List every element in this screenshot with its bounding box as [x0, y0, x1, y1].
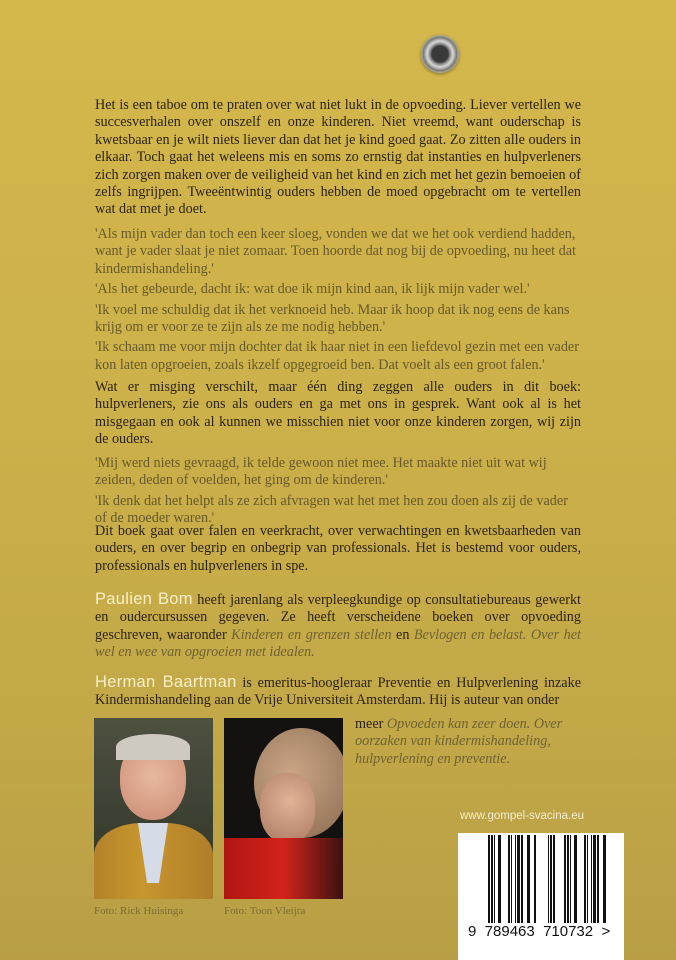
closing-paragraph [95, 523, 581, 575]
scarf-shape [224, 838, 343, 899]
barcode-bar [521, 835, 523, 923]
isbn-barcode [458, 833, 624, 960]
bio-text: meer [355, 716, 387, 732]
quote: 'Ik voel me schuldig dat ik het verknoeid heb. Maar ik hoop dat ik nog eens de kans krijg om er voor ze te zijn als ze me nodig hebben.' [95, 301, 570, 336]
author-bio-herman [95, 674, 581, 710]
barcode-bar [511, 835, 512, 923]
barcode-bar [517, 835, 520, 923]
hair-shape [116, 734, 190, 760]
barcode-bar [494, 835, 495, 923]
book-title: Kinderen en grenzen stellen [231, 626, 392, 643]
face-shape [260, 773, 315, 843]
barcode-bar [534, 835, 536, 923]
book-title: Opvoeden kan zeer doen. Over oorzaken van kindermishandeling, hulpverlening en preventie. [355, 716, 563, 767]
barcode-bar [567, 835, 569, 923]
barcode-bar [574, 835, 577, 923]
barcode-bar [488, 835, 490, 923]
barcode-bar [564, 835, 566, 923]
quote: 'Als het gebeurde, dacht ik: wat doe ik mijn kind aan, ik lijk mijn vader wel.' [95, 281, 530, 298]
barcode-bars [480, 835, 612, 925]
author-bio-paulien [95, 591, 581, 662]
photo-credit: Foto: Rick Huisinga [94, 905, 184, 917]
closing-text: Dit boek gaat over falen en veerkracht, over verwachtingen en kwetsbaarheden van ouders, en over begrip en onbegrip van professionals. Het is bestemd voor ouders, professionals en hulpverleners in spe. [95, 523, 581, 574]
author-name: Herman Baartman [95, 673, 237, 691]
barcode-bar [587, 835, 588, 923]
quotes-block-1 [95, 226, 581, 377]
intro-text: Het is een taboe om te praten over wat niet lukt in de opvoeding. Liever vertellen we succesverhalen over onszelf en onze kinderen. Niet vreemd, want ouderschap is kwetsbaar en je wilt niets liever dan dat het je kind goed gaat. Zo zitten alle ouders in elkaar. Toch gaat het weleens mis en soms zo ernstig dat instanties en hulpverleners zich zorgen maken over de veiligheid van het kind en zich met het gezin bemoeien of zelfs ingrijpen. Tweeëntwintig ouders hebben de moed opgebracht om te vertellen wat dat met je doet. [95, 97, 581, 218]
author-photo-paulien [224, 718, 343, 899]
quote: 'Ik schaam me voor mijn dochter dat ik haar niet in een liefdevol gezin met een vader kon laten opgroeien, zoals ikzelf opgegroeid ben. Dat voelt als een groot falen.' [95, 339, 579, 373]
bio-text: is emeritus-hoogleraar Preventie en Hulpverlening inzake Kindermishandeling aan de Vrije Universiteit Amsterdam. Hij is auteur van onder [95, 675, 581, 709]
author-bio-herman-cont [355, 716, 581, 768]
barcode-bar [597, 835, 599, 923]
middle-paragraph [95, 379, 581, 449]
quotes-block-2 [95, 455, 581, 531]
barcode-bar [550, 835, 552, 923]
publisher-url: www.gompel-svacina.eu [460, 810, 585, 822]
barcode-bar [593, 835, 596, 923]
door-peephole-graphic [421, 35, 459, 73]
quote: 'Mij werd niets gevraagd, ik telde gewoon niet mee. Het maakte niet uit wat wij zeiden, deden of voelden, het ging om de kinderen.' [95, 455, 547, 489]
author-name: Paulien Bom [95, 590, 193, 608]
quote: 'Ik denk dat het helpt als ze zich afvragen wat het met hen zou doen als zij de vader of de moeder waren.' [95, 492, 568, 527]
photo-credit: Foto: Toon Vleijra [224, 905, 306, 917]
barcode-bar [508, 835, 510, 923]
barcode-bar [548, 835, 549, 923]
barcode-bar [527, 835, 530, 923]
barcode-bar [498, 835, 501, 923]
barcode-bar [515, 835, 516, 923]
barcode-bar [591, 835, 592, 923]
barcode-bar [570, 835, 571, 923]
barcode-bar [491, 835, 493, 923]
barcode-bar [603, 835, 606, 923]
quote: 'Als mijn vader dan toch een keer sloeg, vonden we dat we het ook verdiend hadden, want je vader slaat je niet zomaar. Toen hoorde dat nog bij de opvoeding, nu heet dat kindermishandeling.' [95, 226, 576, 277]
book-title: Bevlogen en belast. Over het wel en wee van opgroeien met idealen. [95, 626, 581, 661]
bio-text: en [391, 626, 414, 643]
author-photo-herman [94, 718, 213, 899]
bio-text: heeft jarenlang als verpleegkundige op consultatiebureaus gewerkt en oudercursussen gegeven. Ze heeft verscheidene boeken over opvoeding geschreven, waaronder [95, 592, 581, 643]
isbn-number: 9 789463 710732 > [468, 923, 611, 940]
barcode-bar [584, 835, 586, 923]
middle-text: Wat er misging verschilt, maar één ding zeggen alle ouders in dit boek: hulpverleners, zie ons als ouders en ga met ons in gesprek. Want ook al is het misgegaan en ook al kunnen we misschien niet voor onze kinderen zorgen, wij zijn de ouders. [95, 379, 581, 448]
barcode-bar [553, 835, 555, 923]
intro-paragraph [95, 97, 581, 219]
